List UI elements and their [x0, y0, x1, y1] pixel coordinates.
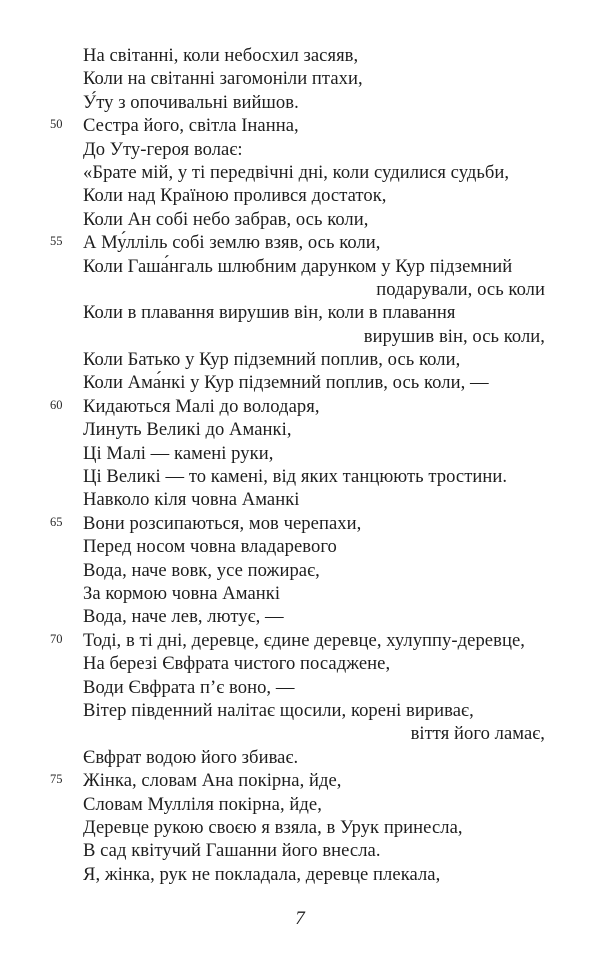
verse-line: [83, 816, 545, 839]
verse-line: [83, 348, 545, 371]
line-number: 65: [50, 514, 63, 529]
verse-text: На березі Євфрата чистого посаджене,: [83, 653, 391, 675]
verse-line: [83, 839, 545, 862]
verse-text: Жінка, словам Ана покірна, йде,: [83, 770, 342, 792]
verse-text: Коли Ан собі небо забрав, ось коли,: [83, 208, 369, 230]
verse-text: Я, жінка, рук не покладала, деревце плекала,: [83, 863, 441, 885]
verse-text: Тоді, в ті дні, деревце, єдине деревце, хулуппу-деревце,: [83, 629, 525, 651]
verse-text: У́ту з опочивальні вийшов.: [83, 91, 299, 113]
verse-line: [50, 395, 545, 418]
verse-text: До Уту-героя волає:: [83, 138, 243, 160]
verse-text: подарували, ось коли: [376, 278, 545, 300]
poem-text: [50, 44, 545, 886]
verse-line: [83, 699, 545, 722]
verse-line: [83, 863, 545, 886]
verse-line: [83, 582, 545, 605]
verse-text: Коли Ама́нкі у Кур підземний поплив, ось коли, —: [83, 372, 489, 394]
verse-line: [50, 769, 545, 792]
verse-text: Ці Малі — камені руки,: [83, 442, 274, 464]
verse-text: Коли Батько у Кур підземний поплив, ось коли,: [83, 349, 461, 371]
verse-text: Євфрат водою його збиває.: [83, 746, 299, 768]
line-number: 50: [50, 117, 63, 132]
verse-line: [83, 465, 545, 488]
verse-line: [50, 629, 545, 652]
verse-text: Вони розсипаються, мов черепахи,: [83, 512, 362, 534]
verse-line: [83, 418, 545, 441]
verse-line: [83, 793, 545, 816]
line-number: 70: [50, 631, 63, 646]
verse-text: Коли в плавання вирушив він, коли в плавання: [83, 302, 456, 324]
verse-text: Коли на світанні загомоніли птахи,: [83, 68, 363, 90]
verse-line: [83, 559, 545, 582]
verse-text: Навколо кіля човна Аманкі: [83, 489, 300, 511]
verse-line: [83, 442, 545, 465]
verse-text: На світанні, коли небосхил засяяв,: [83, 45, 359, 66]
line-number: 55: [50, 234, 63, 249]
verse-line: [83, 488, 545, 511]
verse-text: Коли над Країною пролився достаток,: [83, 185, 387, 207]
verse-line: [50, 231, 545, 254]
verse-line: [83, 161, 545, 184]
verse-text: А Му́лліль собі землю взяв, ось коли,: [83, 232, 381, 254]
verse-line-continuation: [83, 325, 545, 348]
verse-text: Вода, наче вовк, усе пожирає,: [83, 559, 320, 581]
verse-text: Деревце рукою своєю я взяла, в Урук принесла,: [83, 816, 463, 838]
verse-text: Перед носом човна владаревого: [83, 536, 337, 558]
line-number: 75: [50, 772, 63, 787]
verse-line: [83, 138, 545, 161]
verse-text: Вітер південний налітає щосили, корені вириває,: [83, 699, 474, 721]
verse-line: [50, 512, 545, 535]
verse-line-continuation: [83, 278, 545, 301]
verse-line: [83, 746, 545, 769]
verse-line: [83, 184, 545, 207]
verse-text: Води Євфрата п’є воно, —: [83, 676, 295, 698]
verse-line: [83, 255, 545, 278]
verse-line: [83, 67, 545, 90]
verse-text: Словам Мулліля покірна, йде,: [83, 793, 322, 815]
line-number: 60: [50, 397, 63, 412]
verse-line-continuation: [83, 722, 545, 745]
verse-text: Коли Гаша́нгаль шлюбним дарунком у Кур підземний: [83, 255, 513, 277]
verse-text: «Брате мій, у ті передвічні дні, коли судилися судьби,: [83, 161, 510, 183]
verse-text: За кормою човна Аманкі: [83, 582, 281, 604]
verse-line: [83, 535, 545, 558]
verse-text: Сестра його, світла Інанна,: [83, 115, 299, 137]
verse-text: вирушив він, ось коли,: [363, 325, 545, 347]
verse-line: [50, 114, 545, 137]
verse-line: [83, 605, 545, 628]
verse-text: В сад квітучий Гашанни його внесла.: [83, 840, 381, 862]
verse-line: [83, 676, 545, 699]
verse-text: Линуть Великі до Аманкі,: [83, 419, 292, 441]
verse-line: [83, 91, 545, 114]
verse-text: Ці Великі — то камені, від яких танцюють тростини.: [83, 466, 508, 488]
verse-line: [83, 208, 545, 231]
verse-text: Кидаються Малі до володаря,: [83, 395, 320, 417]
verse-line: [83, 301, 545, 324]
verse-line: [83, 371, 545, 394]
verse-line: [83, 44, 545, 67]
verse-text: Вода, наче лев, лютує, —: [83, 606, 284, 628]
verse-text: віття його ламає,: [410, 723, 545, 745]
verse-line: [83, 652, 545, 675]
page-number: 7: [295, 908, 305, 929]
